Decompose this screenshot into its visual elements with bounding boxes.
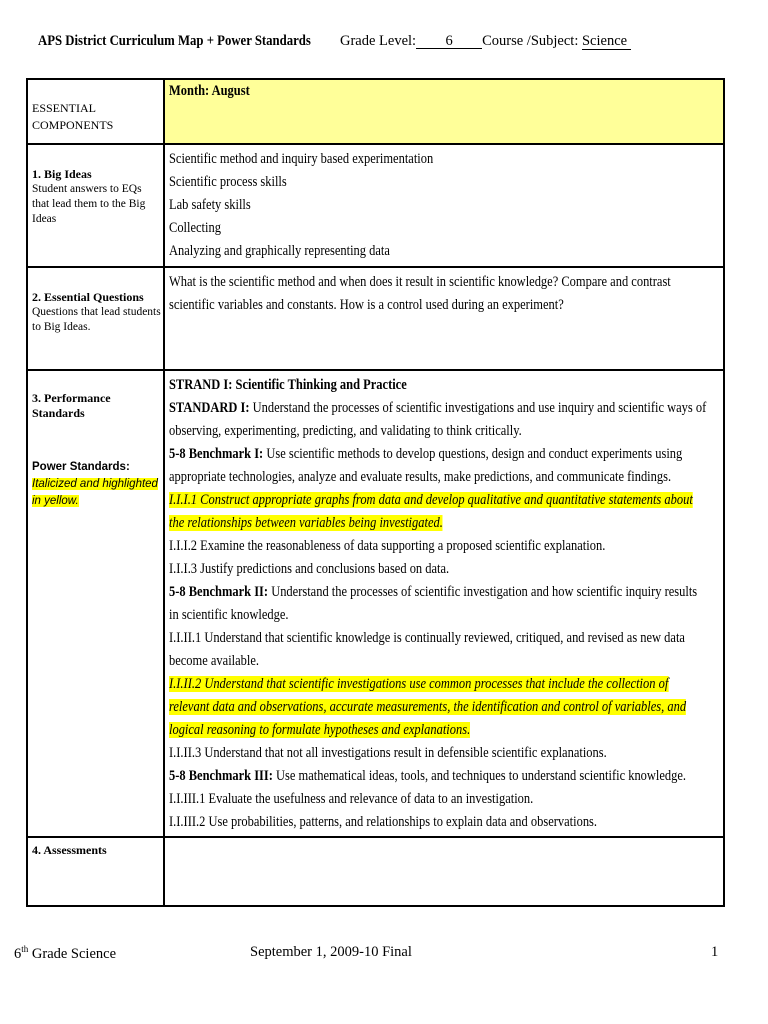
list-item: Scientific process skills xyxy=(169,174,287,190)
month-label: Month: August xyxy=(169,83,250,99)
benchmark-2-text: Understand the processes of scientific investigation and how scientific inquiry results in scientific knowledge. xyxy=(169,584,698,623)
power-standard-item: I.I.I.1 Construct appropriate graphs from data and develop qualitative and quantitative statements about the relationships between variables being investigated. xyxy=(169,492,693,531)
table-row-assessments xyxy=(27,837,724,906)
strand-heading: STRAND I: Scientific Thinking and Practice xyxy=(169,377,407,393)
list-item: Analyzing and graphically representing data xyxy=(169,243,390,259)
big-ideas-list xyxy=(169,148,709,263)
performance-standards-label-cell xyxy=(27,370,164,837)
performance-standards-content-cell xyxy=(164,370,724,837)
essential-questions-text: What is the scientific method and when does it result in scientific knowledge? Compare and contrast scientific variables and constants. How is a control used during an experiment? xyxy=(169,274,671,313)
footer-date: September 1, 2009-10 Final xyxy=(250,944,412,960)
subject-label: Course /Subject: xyxy=(482,33,579,49)
month-cell xyxy=(164,79,724,144)
big-ideas-label-cell xyxy=(27,144,164,267)
list-item: Collecting xyxy=(169,220,221,236)
benchmark-2-label: 5-8 Benchmark II: xyxy=(169,584,269,600)
benchmark-3-text: Use mathematical ideas, tools, and techniques to understand scientific knowledge. xyxy=(272,768,687,784)
standard-item: I.I.III.2 Use probabilities, patterns, and relationships to explain data and observations. xyxy=(169,814,598,830)
footer-grade-suffix: th xyxy=(21,944,29,954)
page-number: 1 xyxy=(711,944,719,960)
performance-standards-title: 3. Performance Standards xyxy=(32,391,111,420)
footer-course xyxy=(14,944,116,963)
standard-item: I.I.III.1 Evaluate the usefulness and relevance of data to an investigation. xyxy=(169,791,534,807)
footer-grade-number: 6 xyxy=(14,945,22,962)
benchmark-2-paragraph xyxy=(169,581,709,627)
list-item: Lab safety skills xyxy=(169,197,251,213)
standard-item: I.I.II.3 Understand that not all investigations result in defensible scientific explanations. xyxy=(169,745,607,761)
grade-level-value: 6 xyxy=(416,34,482,49)
essential-components-label: ESSENTIAL COMPONENTS xyxy=(32,101,114,132)
page-footer xyxy=(0,940,768,964)
components-header-cell xyxy=(27,79,164,144)
benchmark-3-paragraph xyxy=(169,765,709,788)
document-title: APS District Curriculum Map + Power Standards xyxy=(38,33,311,49)
grade-subject-line xyxy=(340,33,631,50)
standard-item: I.I.I.2 Examine the reasonableness of data supporting a proposed scientific explanation. xyxy=(169,538,606,554)
benchmark-1-text: Use scientific methods to develop questions, design and conduct experiments using appropriate technologies, analyze and evaluate results, make predictions, and communicate findings. xyxy=(169,446,683,485)
curriculum-map-table xyxy=(26,78,725,907)
standard-item xyxy=(169,673,709,742)
benchmark-1-paragraph xyxy=(169,443,709,489)
standard-item: I.I.I.3 Justify predictions and conclusions based on data. xyxy=(169,561,450,577)
big-ideas-subtitle: Student answers to EQs that lead them to the Big Ideas xyxy=(32,183,146,225)
table-row-month xyxy=(27,79,724,144)
essential-questions-subtitle: Questions that lead students to Big Ideas. xyxy=(32,306,161,333)
standard-item xyxy=(169,489,709,535)
grade-level-label: Grade Level: xyxy=(340,33,417,49)
assessments-title: 4. Assessments xyxy=(32,843,107,857)
page-header xyxy=(38,33,738,53)
standard-item: I.I.II.1 Understand that scientific knowledge is continually reviewed, critiqued, and revised as new data become available. xyxy=(169,630,685,669)
power-standards-title: Power Standards: xyxy=(32,461,130,473)
power-standards-note xyxy=(32,459,161,510)
table-row-essential-questions xyxy=(27,267,724,370)
essential-questions-content-cell xyxy=(164,267,724,370)
benchmark-3-label: 5-8 Benchmark III: xyxy=(169,768,273,784)
footer-grade-text: Grade Science xyxy=(28,945,117,962)
subject-value: Science xyxy=(582,33,631,50)
assessments-label-cell xyxy=(27,837,164,906)
big-ideas-content-cell xyxy=(164,144,724,267)
table-row-big-ideas xyxy=(27,144,724,267)
list-item: Scientific method and inquiry based experimentation xyxy=(169,151,434,167)
power-standard-item: I.I.II.2 Understand that scientific investigations use common processes that include the collection of relevant data and observations, accurate measurements, the identification and control of variables, and logical reasoning to formulate hypotheses and explanations. xyxy=(169,676,687,738)
table-row-performance-standards xyxy=(27,370,724,837)
standard-text: Understand the processes of scientific investigations and use inquiry and scientific ways of observing, experimenting, predicting, and validating to think critically. xyxy=(169,400,707,439)
standard-paragraph xyxy=(169,397,709,443)
standard-label: STANDARD I: xyxy=(169,400,250,416)
power-standards-desc: Italicized and highlighted in yellow. xyxy=(32,478,158,507)
big-ideas-title: 1. Big Ideas xyxy=(32,167,92,181)
essential-questions-title: 2. Essential Questions xyxy=(32,290,144,304)
assessments-content-cell xyxy=(164,837,724,906)
benchmark-1-label: 5-8 Benchmark I: xyxy=(169,446,264,462)
essential-questions-label-cell xyxy=(27,267,164,370)
